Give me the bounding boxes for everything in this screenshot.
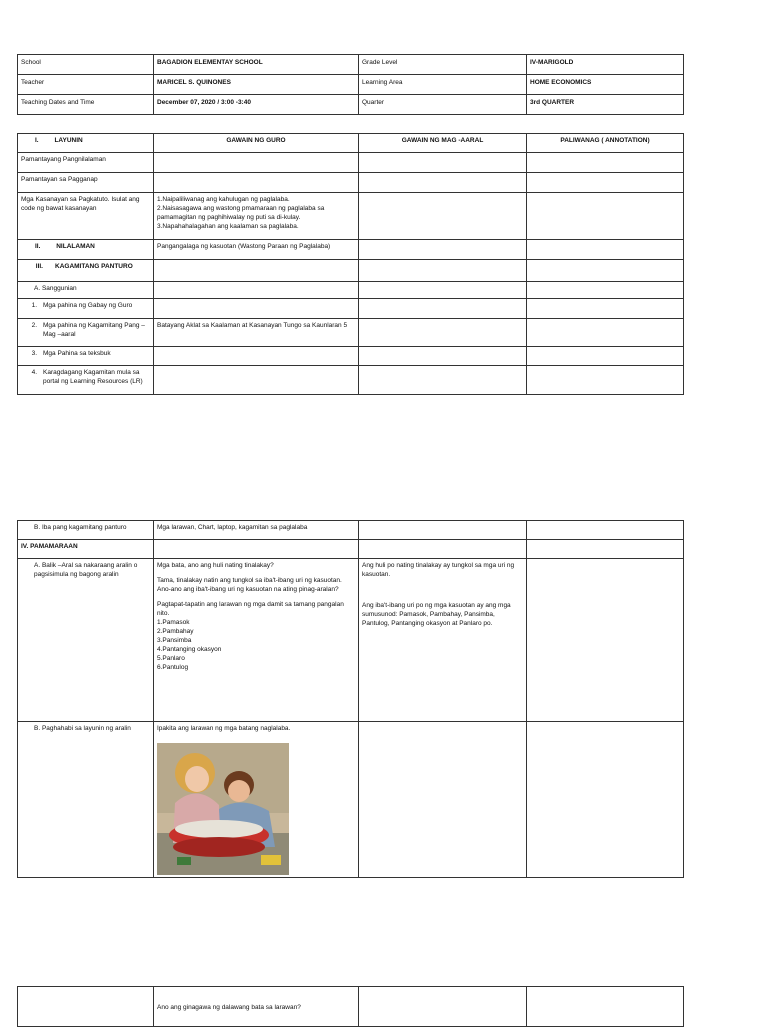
teacher-balik-aral xyxy=(154,559,359,722)
nilalaman-text: NILALAMAN xyxy=(56,243,95,250)
teacher-line-3: Tama, tinalakay natin ang tungkol sa iba't-ibang uri ng kasuotan. xyxy=(157,577,342,584)
objective-3: 3.Napahahalagahan ang kaalaman sa paglalaba. xyxy=(157,223,299,230)
objective-1: 1.Naipaliliwanag ang kahulugan ng paglalaba. xyxy=(157,196,290,203)
teaching-dates-value: December 07, 2020 / 3:00 -3:40 xyxy=(154,95,359,115)
student-balik-aral xyxy=(359,559,527,722)
r4-number: 4. xyxy=(31,369,37,376)
teksbuk-label xyxy=(18,347,154,366)
r2-number: 2. xyxy=(31,322,37,329)
teacher-value: MARICEL S. QUINONES xyxy=(154,75,359,95)
teacher-label: Teacher xyxy=(18,75,154,95)
layunin-label: LAYUNIN xyxy=(54,137,83,144)
teaching-dates-label: Teaching Dates and Time xyxy=(18,95,154,115)
r3-text: Mga Pahina sa teksbuk xyxy=(43,350,111,357)
mga-kasanayan: Mga Kasanayan sa Pagkatuto. Isulat ang code ng bawat kasanayan xyxy=(18,193,154,240)
lr-portal-label xyxy=(18,366,154,395)
school-label: School xyxy=(18,55,154,75)
kagamitang-text: KAGAMITANG PANTURO xyxy=(55,263,133,270)
quarter-label: Quarter xyxy=(359,95,527,115)
iba-pang-kagamitan-label: B. Iba pang kagamitang panturo xyxy=(18,521,154,540)
teacher-line-10: 4.Pantanging okasyon xyxy=(157,646,222,653)
gawain-mag-aaral-header: GAWAIN NG MAG -AARAL xyxy=(359,134,527,153)
teacher-line-8: 2.Pambahay xyxy=(157,628,194,635)
objective-2: 2.Naisasagawa ang wastong pmamaraan ng paglalaba sa pamamagitan ng paghihiwalay ng puti sa di-kulay. xyxy=(157,205,325,221)
r1-text: Mga pahina ng Gabay ng Guro xyxy=(43,302,133,309)
kagamitang-number: III. xyxy=(35,263,43,270)
pamantayang-pangnilalaman: Pamantayang Pangnilalaman xyxy=(18,153,154,173)
layunin-header xyxy=(18,134,154,153)
continued-table xyxy=(17,986,684,1027)
teacher-line-12: 6.Pantulog xyxy=(157,664,189,671)
teacher-line-9: 3.Pansimba xyxy=(157,637,192,644)
header-info-table xyxy=(17,54,684,115)
learning-area-value: HOME ECONOMICS xyxy=(527,75,684,95)
paghahabi-label: B. Paghahabi sa layunin ng aralin xyxy=(18,722,154,878)
question-text: Ano ang ginagawa ng dalawang bata sa larawan? xyxy=(157,1004,301,1011)
grade-level-label: Grade Level xyxy=(359,55,527,75)
kagamitang-mag-aaral-value: Batayang Aklat sa Kaalaman at Kasanayan Tungo sa Kaunlaran 5 xyxy=(154,319,359,347)
r2-text: Mga pahina ng Kagamitang Pang – Mag –aaral xyxy=(43,322,145,338)
iba-pang-kagamitan-value: Mga larawan, Chart, laptop, kagamitan sa paglalaba xyxy=(154,521,359,540)
nilalaman-value: Pangangalaga ng kasuotan (Wastong Paraan ng Paglalaba) xyxy=(154,240,359,260)
r3-number: 3. xyxy=(31,350,37,357)
pamamaraan-table xyxy=(17,520,684,878)
nilalaman-label xyxy=(18,240,154,260)
teacher-line-6: Pagtapat-tapatin ang larawan ng mga damit sa tamang pangalan nito. xyxy=(157,601,344,617)
nilalaman-number: II. xyxy=(35,243,41,250)
teacher-paghahabi xyxy=(154,722,359,878)
kagamitang-panturo-label xyxy=(18,260,154,282)
learning-area-label: Learning Area xyxy=(359,75,527,95)
teacher-line-1: Mga bata, ano ang huli nating tinalakay? xyxy=(157,562,274,569)
teacher-line-4: Ano-ano ang iba't-ibang uri ng kasuotan na ating pinag-aralan? xyxy=(157,586,339,593)
quarter-value: 3rd QUARTER xyxy=(527,95,684,115)
balik-aral-label: A. Balik –Aral sa nakaraang aralin o pagsisimula ng bagong aralin xyxy=(18,559,154,722)
layunin-number: I. xyxy=(35,137,39,144)
teacher-line-11: 5.Panlaro xyxy=(157,655,185,662)
pamamaraan-label: IV. PAMAMARAAN xyxy=(18,540,154,559)
sanggunian-label: A. Sanggunian xyxy=(18,282,154,299)
teacher-paghahabi-text: Ipakita ang larawan ng mga batang naglalaba. xyxy=(157,725,291,732)
children-washing-clothes-image xyxy=(157,743,289,875)
grade-level-value: IV-MARIGOLD xyxy=(527,55,684,75)
gabay-ng-guro-label xyxy=(18,299,154,319)
teacher-line-7: 1.Pamasok xyxy=(157,619,190,626)
r1-number: 1. xyxy=(31,302,37,309)
student-answer-1: Ang huli po nating tinalakay ay tungkol sa mga uri ng kasuotan. xyxy=(362,562,515,578)
lesson-plan-table xyxy=(17,133,684,395)
kagamitang-mag-aaral-label xyxy=(18,319,154,347)
r4-text: Karagdagang Kagamitan mula sa portal ng Learning Resources (LR) xyxy=(43,369,143,385)
school-value: BAGADION ELEMENTAY SCHOOL xyxy=(154,55,359,75)
gawain-guro-header: GAWAIN NG GURO xyxy=(154,134,359,153)
question-cell xyxy=(154,987,359,1027)
pamantayan-sa-pagganap: Pamantayan sa Pagganap xyxy=(18,173,154,193)
paliwanag-header: PALIWANAG ( ANNOTATION) xyxy=(527,134,684,153)
student-answer-2: Ang iba't-ibang uri po ng mga kasuotan ay ang mga sumusunod: Pamasok, Pambahay, Pansimba, Pantulog, Pantanging okasyon at Panlaro po. xyxy=(362,602,511,627)
layunin-objectives xyxy=(154,193,359,240)
